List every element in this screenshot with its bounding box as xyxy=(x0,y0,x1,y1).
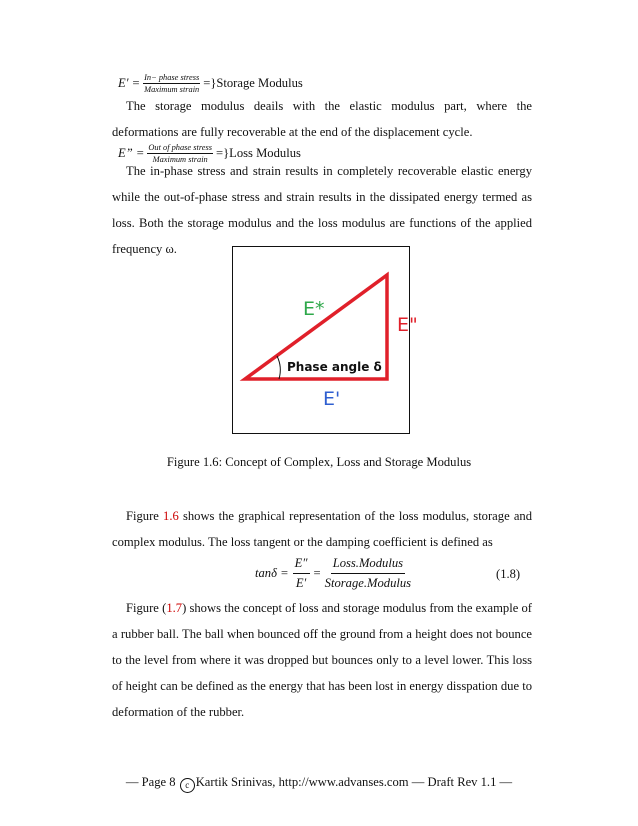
paragraph-inphase-text: The in-phase stress and strain results in completely recoverable elastic energy while the out-of-phase stress and strain results in the dissipated energy termed as loss. Both the storage modulus and the loss modulus are functions of the applied frequency ω. xyxy=(112,164,532,256)
label-phase-angle: Phase angle δ xyxy=(287,360,382,374)
eq-storage-denominator: Maximum strain xyxy=(144,85,200,94)
paragraph-storage-text: The storage modulus deails with the elastic modulus part, where the deformations are fully recoverable at the end of the displacement cycle. xyxy=(112,99,532,139)
paragraph-ball xyxy=(112,595,532,725)
eq-tan-fraction-1 xyxy=(293,556,310,591)
label-complex-modulus: E* xyxy=(303,298,325,320)
phase-angle-arc xyxy=(277,356,280,379)
page-footer xyxy=(0,775,638,793)
eq-loss-lhs: E” = xyxy=(118,146,145,160)
footer-post: Kartik Srinivas, http://www.advanses.com — Draft Rev 1.1 — xyxy=(195,775,513,789)
label-loss-modulus: E" xyxy=(397,314,418,336)
figure-ref-link-2[interactable]: 1.7 xyxy=(166,601,183,615)
eq-tan-f1-denominator: E′ xyxy=(295,576,307,590)
eq-loss-rhs: =}Loss Modulus xyxy=(216,146,301,160)
eq-tan-f2-numerator: Loss.Modulus xyxy=(331,556,405,574)
paragraph-ball-pre: Figure ( xyxy=(126,601,167,615)
eq-tan-f1-numerator: E″ xyxy=(293,556,310,574)
eq-tan-lhs: tanδ = xyxy=(255,566,289,580)
phase-triangle-svg xyxy=(233,247,418,433)
eq-loss-denominator: Maximum strain xyxy=(152,155,208,164)
footer-pre: — Page 8 xyxy=(125,775,179,789)
paragraph-ball-post: ) shows the concept of loss and storage modulus from the example of a rubber ball. The ball when bounced off the ground from a height does not bounce to the level from where it was dropped but bounces only to a level lower. This loss of height can be defined as the energy that has been lost in energy disspation due to deformation of the rubber. xyxy=(112,601,533,719)
eq-tan-fraction-2 xyxy=(325,556,411,591)
figure-phase-triangle xyxy=(232,246,418,434)
paragraph-graph-text xyxy=(112,503,532,555)
eq-loss-numerator: Out of phase stress xyxy=(148,143,213,152)
paragraph-graph-pre: Figure xyxy=(126,509,164,523)
equation-storage-modulus xyxy=(118,73,303,94)
eq-tan-equals: = xyxy=(313,566,321,580)
eq-storage-numerator: In− phase stress xyxy=(144,73,200,82)
paragraph-graph-post: shows the graphical representation of the loss modulus, storage and complex modulus. The loss tangent or the damping coefficient is defined as xyxy=(112,509,532,549)
label-storage-modulus: E' xyxy=(323,388,341,410)
eq-storage-lhs: E′ = xyxy=(118,76,141,90)
paragraph-graph xyxy=(112,503,532,555)
paragraph-ball-text xyxy=(112,595,532,725)
paragraph-storage xyxy=(112,93,532,145)
figure-ref-link[interactable]: 1.6 xyxy=(163,509,179,523)
eq-storage-rhs: =}Storage Modulus xyxy=(203,76,303,90)
equation-number: (1.8) xyxy=(496,567,521,581)
eq-storage-fraction xyxy=(143,73,200,94)
copyright-icon: c xyxy=(180,778,195,793)
eq-tan-f2-denominator: Storage.Modulus xyxy=(324,576,412,590)
figure-caption: Figure 1.6: Concept of Complex, Loss and Storage Modulus xyxy=(166,455,472,469)
equation-tan-delta xyxy=(255,556,415,591)
